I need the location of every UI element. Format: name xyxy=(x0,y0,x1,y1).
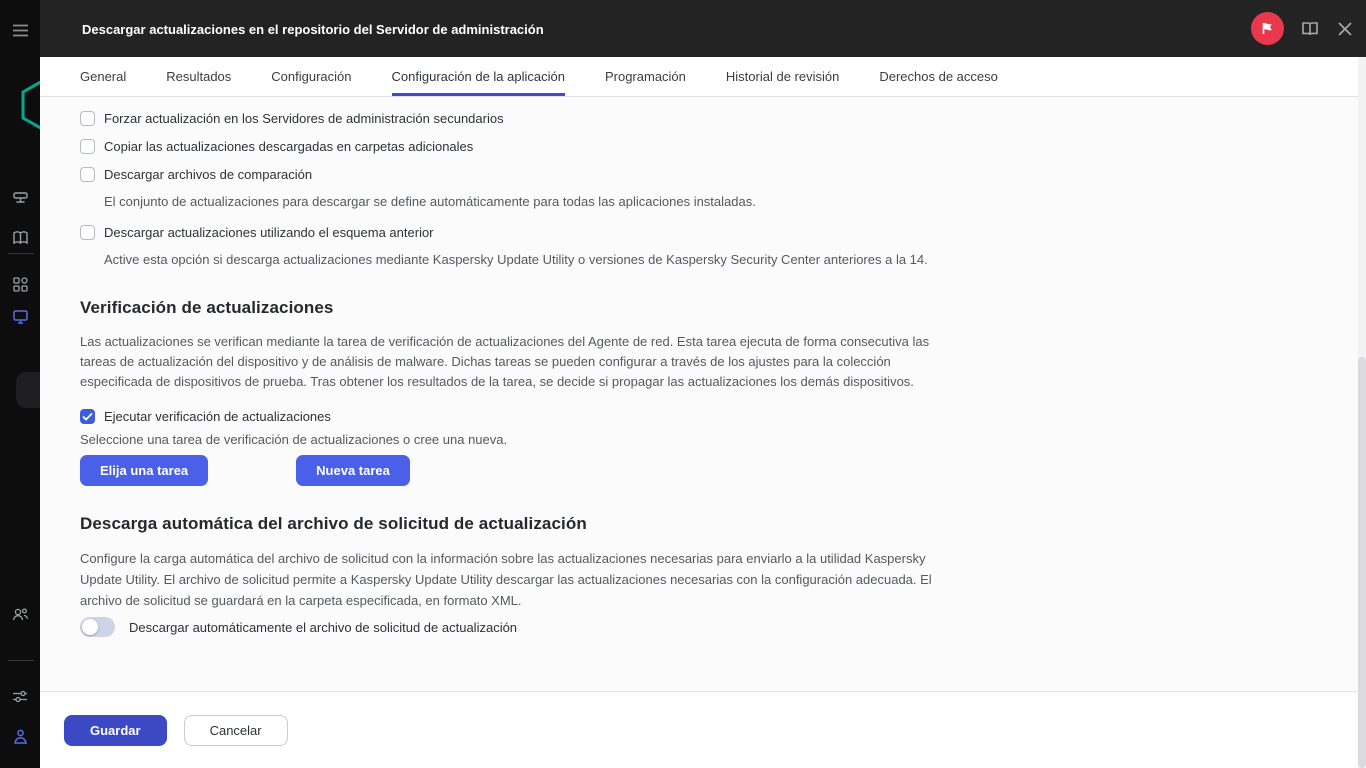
sidebar-active-item[interactable] xyxy=(16,372,40,408)
book-map-icon[interactable] xyxy=(12,229,29,246)
tab-derechos-de-acceso[interactable]: Derechos de acceso xyxy=(879,69,998,84)
feedback-flag-button[interactable] xyxy=(1251,12,1284,45)
settings-content xyxy=(40,97,1358,691)
tab-general[interactable]: General xyxy=(80,69,127,84)
checkbox-unchecked[interactable] xyxy=(80,225,95,240)
check-icon xyxy=(82,412,93,421)
verification-hint: Seleccione una tarea de verificación de actualizaciones o cree una nueva. xyxy=(80,432,508,447)
choose-task-button[interactable]: Elija una tarea xyxy=(80,455,208,486)
checkbox-row-run-verification[interactable] xyxy=(80,402,1358,430)
option-note: El conjunto de actualizaciones para descargar se define automáticamente para todas las aplicaciones instaladas. xyxy=(104,194,756,209)
dialog-tabs xyxy=(40,57,1358,97)
tab-resultados[interactable]: Resultados xyxy=(166,69,232,84)
tab-historial-de-revision[interactable]: Historial de revisión xyxy=(725,69,840,84)
toggle-label: Descargar automáticamente el archivo de solicitud de actualización xyxy=(129,619,518,635)
tab-configuracion-de-la-aplicacion[interactable]: Configuración de la aplicación xyxy=(392,57,565,96)
checkbox-unchecked[interactable] xyxy=(80,167,95,182)
flag-icon xyxy=(1260,21,1275,36)
network-nodes-icon[interactable] xyxy=(12,188,29,205)
checkbox-row-force-secondary[interactable] xyxy=(80,104,1358,132)
option-note: Active esta opción si descarga actualizaciones mediante Kaspersky Update Utility o versiones de Kaspersky Security Center anteriores a la 14. xyxy=(104,252,928,267)
checkbox-row-copy-additional-folders[interactable] xyxy=(80,132,1358,160)
close-icon[interactable] xyxy=(1336,20,1354,38)
dialog-header xyxy=(40,0,1366,57)
new-task-button[interactable]: Nueva tarea xyxy=(296,455,410,486)
checkbox-label: Copiar las actualizaciones descargadas en carpetas adicionales xyxy=(104,138,474,154)
save-button[interactable]: Guardar xyxy=(64,715,167,746)
users-icon[interactable] xyxy=(12,606,29,623)
tab-configuracion[interactable]: Configuración xyxy=(271,69,352,84)
section-heading-auto-request: Descarga automática del archivo de solicitud de actualización xyxy=(80,514,587,533)
checkbox-row-download-diff-files[interactable] xyxy=(80,160,1358,188)
kaspersky-logo xyxy=(20,76,40,134)
checkbox-label: Descargar actualizaciones utilizando el esquema anterior xyxy=(104,224,434,240)
tab-programacion[interactable]: Programación xyxy=(604,69,686,84)
cancel-button[interactable]: Cancelar xyxy=(184,715,288,746)
scrollbar-thumb[interactable] xyxy=(1358,357,1366,768)
sidebar-divider xyxy=(8,660,34,661)
documentation-book-icon[interactable] xyxy=(1300,19,1320,39)
dialog-title: Descargar actualizaciones en el repositorio del Servidor de administración xyxy=(82,22,544,37)
checkbox-label: Forzar actualización en los Servidores de administración secundarios xyxy=(104,110,504,126)
menu-icon[interactable] xyxy=(12,22,29,39)
devices-monitor-icon[interactable] xyxy=(12,308,29,325)
toggle-row-auto-download-request[interactable] xyxy=(80,617,1358,637)
checkbox-checked[interactable] xyxy=(80,409,95,424)
toggle-knob xyxy=(82,619,98,635)
checkbox-label: Descargar archivos de comparación xyxy=(104,166,313,182)
dialog-footer xyxy=(40,691,1366,768)
account-person-icon[interactable] xyxy=(12,728,29,745)
toggle-switch-off[interactable] xyxy=(80,617,115,637)
app-sidebar xyxy=(0,0,40,768)
checkbox-unchecked[interactable] xyxy=(80,139,95,154)
auto-request-description: Configure la carga automática del archivo de solicitud con la información sobre las actualizaciones necesarias para enviarlo a la utilidad Kaspersky Update Utility. El archivo de solicitud permite a Kaspersky Update Utility descargar las actualizaciones necesarias con la configuración adecuada. El archivo de solicitud se guardará en la carpeta especificada, en formato XML. xyxy=(80,551,932,608)
sidebar-divider xyxy=(8,253,34,254)
settings-sliders-icon[interactable] xyxy=(12,688,29,705)
apps-grid-icon[interactable] xyxy=(12,276,29,293)
task-properties-dialog xyxy=(40,0,1366,768)
checkbox-unchecked[interactable] xyxy=(80,111,95,126)
checkbox-label: Ejecutar verificación de actualizaciones xyxy=(104,408,331,424)
checkbox-row-old-scheme[interactable] xyxy=(80,218,1358,246)
verification-description: Las actualizaciones se verifican mediante la tarea de verificación de actualizaciones del Agente de red. Esta tarea ejecuta de forma consecutiva las tareas de actualización del dispositivo y de análisis de malware. Dichas tareas se pueden configurar a través de los ajustes para la colección especificada de dispositivos de prueba. Tras obtener los resultados de la tarea, se decide si propagar las actualizaciones los demás dispositivos. xyxy=(80,334,930,389)
section-heading-verification: Verificación de actualizaciones xyxy=(80,298,334,317)
